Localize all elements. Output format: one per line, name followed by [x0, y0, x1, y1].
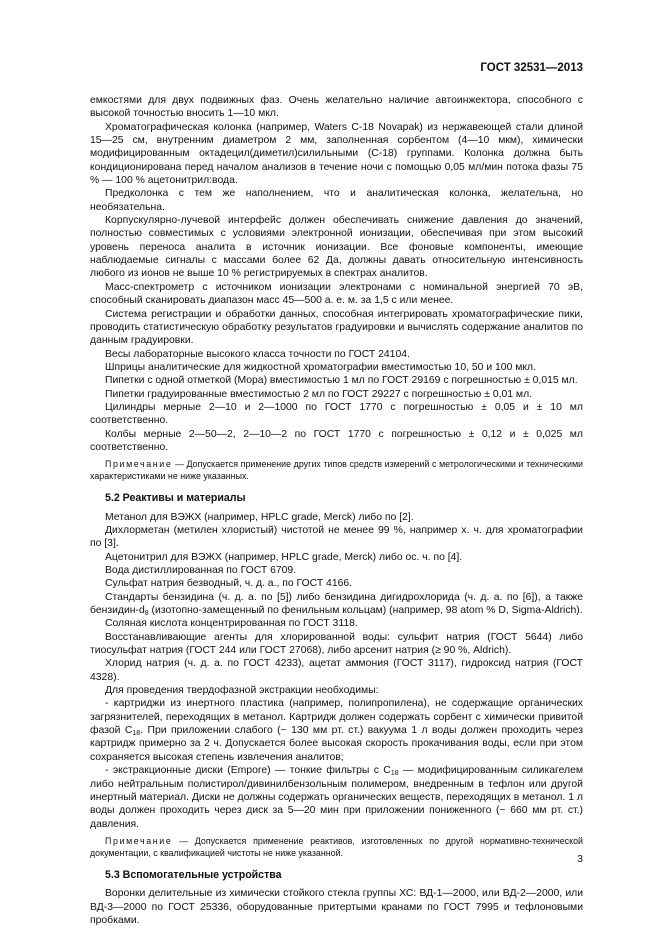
paragraph: Дихлорметан (метилен хлористый) чистотой не менее 99 %, например х. ч. для хроматографии по [3].	[90, 524, 583, 550]
paragraph: Воронки делительные из химически стойкого стекла группы ХС: ВД-1—2000, или ВД-2—2000, или ВД-3—2000 по ГОСТ 25336, оборудованные притертыми кранами по ГОСТ 7995 и тефлоновыми пробками.	[90, 888, 583, 926]
note-text: — Допускается применение других типов средств измерений с метрологическими и техническими характеристиками не ниже указанных.	[90, 459, 583, 482]
paragraph: Хлорид натрия (ч. д. а. по ГОСТ 4233), ацетат аммония (ГОСТ 3117), гидроксид натрия (ГОСТ 4328).	[90, 658, 583, 683]
subscript: 8	[144, 610, 149, 618]
text-segment: - картриджи из инертного пластика (например, полипропилена), не содержащие органических загрязнителей, переходящих в метанол. Картридж должен содержать сорбент с химически привитой фазой C	[90, 698, 583, 737]
paragraph: Хроматографическая колонка (например, Waters C-18 Novapak) из нержавеющей стали длиной 15—25 см, внутренним диаметром 2 мм, заполненная сорбентом (4—10 мкм), химически модифицированным октадецил(диметил)силильными (C-18) группами. Колонка должна быть кондиционирована перед началом анализов в течение ночи с помощью 0,05 мл/мин потока фазы 75 % — 100 % ацетонитрил:вода.	[90, 121, 583, 187]
paragraph: Метанол для ВЭЖХ (например, HPLC grade, Merck) либо по [2].	[105, 511, 414, 523]
paragraph: Соляная кислота концентрированная по ГОСТ 3118.	[105, 618, 358, 630]
note-label: Примечание	[105, 835, 173, 846]
paragraph: Пипетки с одной отметкой (Мора) вместимостью 1 мл по ГОСТ 29169 с погрешностью ± 0,015 мл.	[105, 375, 578, 387]
note	[90, 835, 583, 859]
paragraph: Ацетонитрил для ВЭЖХ (например, HPLC grade, Merck) либо ос. ч. по [4].	[105, 551, 463, 563]
paragraph: Предколонка с тем же наполнением, что и аналитическая колонка, желательна, но необязательна.	[90, 188, 583, 213]
document-code: ГОСТ 32531—2013	[480, 62, 583, 74]
list-item	[90, 697, 583, 764]
paragraph: Вода дистиллированная по ГОСТ 6709.	[105, 565, 297, 576]
paragraph	[90, 591, 583, 618]
paragraph: Система регистрации и обработки данных, способная интегрировать хроматографические пики, проводить статистическую обработку результатов градуировки и вычислять содержание аналитов по данным градуировки.	[90, 308, 583, 347]
subscript: 18	[132, 730, 141, 738]
paragraph: Пипетки градуированные вместимостью 2 мл по ГОСТ 29227 с погрешностью ± 0,01 мл.	[105, 388, 533, 400]
paragraph: Для проведения твердофазной экстракции необходимы:	[105, 685, 379, 697]
note-label: Примечание	[105, 459, 173, 470]
paragraph: емкостями для двух подвижных фаз. Очень желательно наличие автоинжектора, способного с высокой точностью вносить 1—10 мкл.	[90, 95, 583, 120]
list-item	[90, 764, 583, 831]
paragraph: Цилиндры мерные 2—10 и 2—1000 по ГОСТ 1770 с погрешностью ± 0,05 и ± 10 мл соответственно.	[90, 401, 583, 427]
note	[90, 458, 583, 482]
text-segment: (изотопно-замещенный по фенильным кольцам) (например, 98 atom % D, Sigma-Aldrich).	[148, 605, 583, 617]
paragraph: Масс-спектрометр с источником ионизации электронами с номинальной энергией 70 эВ, способный сканировать диапазон масс 45—500 а. е. м. за 1,5 с или менее.	[90, 281, 583, 307]
section-heading: 5.2 Реактивы и материалы	[105, 492, 246, 505]
paragraph: Корпускулярно-лучевой интерфейс должен обеспечивать снижение давления до значений, полностью совместимых с условиями электронной ионизации, обеспечивая при этом высокий уровень переноса аналита в источник ионизации. Все фоновые компоненты, имеющие наблюдаемые сигналы с массами более 62 Да, должны давать относительную интенсивность любого из ионов не выше 10 % регистрируемых в спектрах аналитов.	[90, 215, 583, 280]
text-segment: . При приложении слабого (~ 130 мм рт. ст.) вакуума 1 л воды должен проходить через картридж примерно за 2 ч. Допускается более высокая скорость прокачивания воды, если при этом сохраняется высокая степень извлечения аналитов;	[90, 725, 583, 763]
note-text: — Допускается применение реактивов, изготовленных по другой нормативно-технической документации, с квалификацией чистоты не ниже указанной.	[90, 835, 583, 858]
page-body	[90, 94, 583, 927]
text-segment: Стандарты бензидина (ч. д. а. по [5]) либо бензидина дигидрохлорида (ч. д. а. по [6]), а также бензидин-d	[90, 591, 583, 617]
text-segment: - экстракционные диски (Empore) — тонкие фильтры с C	[105, 765, 391, 777]
paragraph: Колбы мерные 2—50—2, 2—10—2 по ГОСТ 1770 с погрешностью ± 0,12 и ± 0,025 мл соответственно.	[90, 428, 583, 453]
paragraph: Сульфат натрия безводный, ч. д. а., по ГОСТ 4166.	[105, 578, 353, 590]
section-heading: 5.3 Вспомогательные устройства	[105, 868, 282, 881]
paragraph: Восстанавливающие агенты для хлорированной воды: сульфит натрия (ГОСТ 5644) либо тиосульфат натрия (ГОСТ 244 или ГОСТ 27068), либо арсенит натрия (≥ 90 %, Aldrich).	[90, 631, 583, 657]
text-segment: — модифицированным силикагелем либо нейтральным полистирол/дивинилбензольным полимером, внедренным в тефлон или другой инертный материал. Диски не должны содержать органических веществ, переходящих в метанол. 1 л воды должен проходить через диск за 5—20 мин при приложении пониженного (~ 660 мм рт. ст.) давления.	[90, 765, 584, 830]
page-number: 3	[577, 853, 583, 865]
subscript: 18	[390, 770, 399, 778]
paragraph: Весы лабораторные высокого класса точности по ГОСТ 24104.	[105, 348, 410, 360]
paragraph: Шприцы аналитические для жидкостной хроматографии вместимостью 10, 50 и 100 мкл.	[105, 361, 536, 373]
